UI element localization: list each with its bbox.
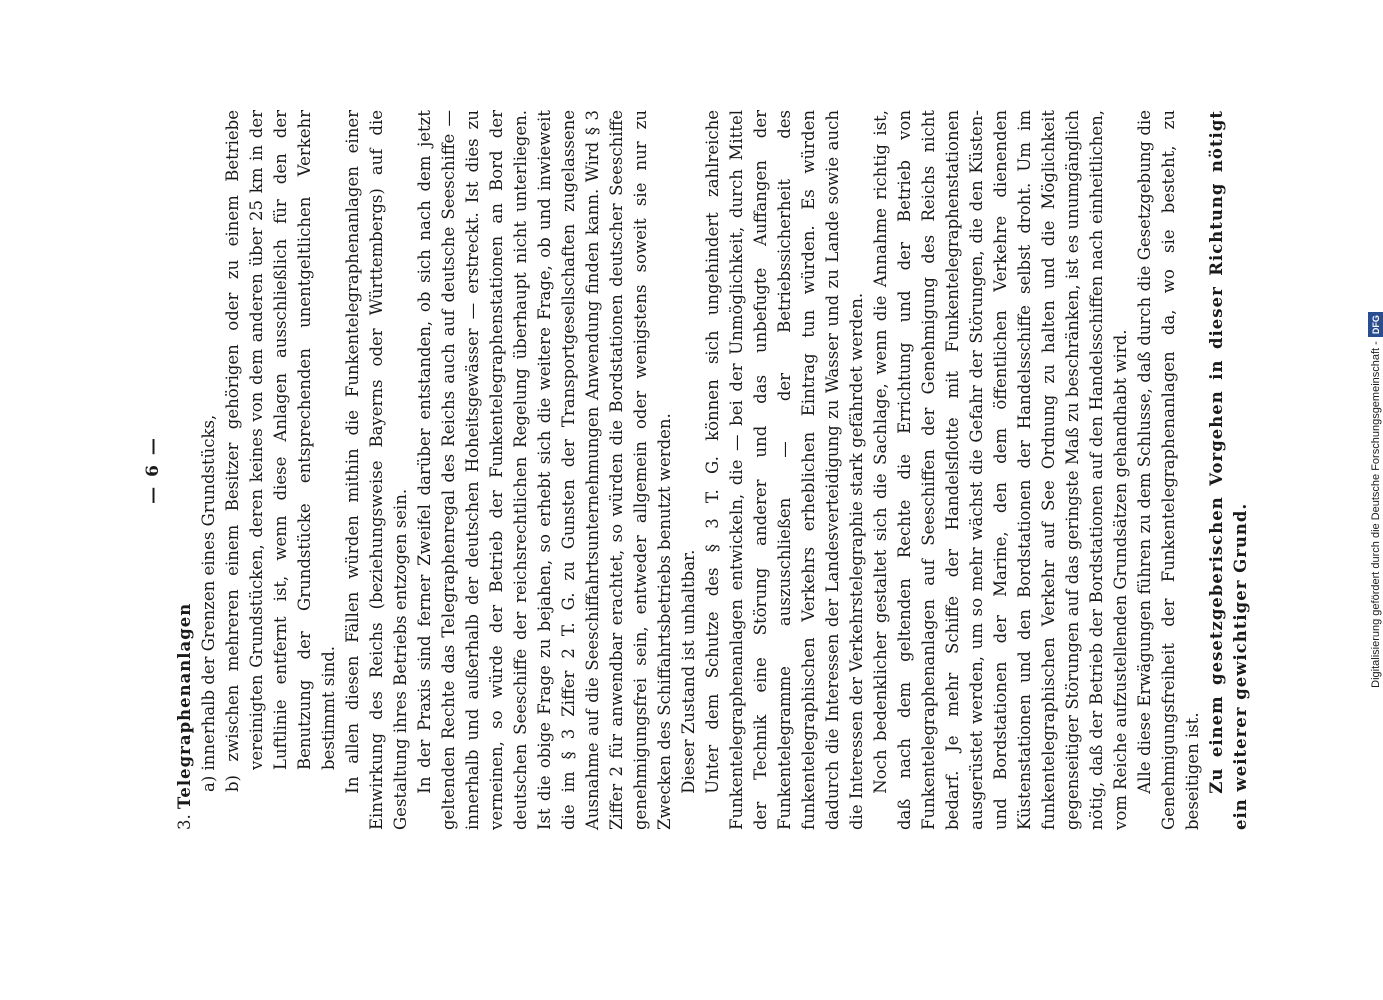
sub-item-b: b) zwischen mehreren einem Besitzer gehörigen oder zu einem Betriebe vereinigten Grundstücken, deren keines von dem anderen über 25 km in der Luftlinie entfernt ist, wenn diese Anlagen ausschließlich für den der Benutzung der Grundstücke entsprechenden unentgeltlichen Verkehr bestimmt sind. — [223, 110, 338, 792]
caption-text: Digitalisierung gefördert durch die Deutsche Forschungsgemeinschaft - — [1370, 341, 1382, 688]
paragraph: Unter dem Schutze des § 3 T. G. können sich ungehindert zahlreiche Funkentelegraphenanlagen entwickeln, die — bei der Unmöglichkeit, durch Mittel der Technik eine Störung anderer und das unbefugte Auffangen der Funkentelegramme auszuschließen — der Betriebssicherheit des funkentelegraphischen Verkehrs erheblichen Eintrag tun würden. Es würden dadurch die Interessen der Landesverteidigung zu Wasser und zu Lande sowie auch die Interessen der Verkehrstelegraphie stark gefährdet werden. — [703, 110, 866, 830]
dfg-caption — [1368, 0, 1383, 1000]
document-page — [135, 110, 1255, 830]
paragraph: Zu einem gesetzgeberischen Vorgehen in dieser Richtung nötigt ein weiterer gewichtiger Grund. — [1207, 110, 1250, 830]
paragraph: Alle diese Erwägungen führen zu dem Schlusse, daß durch die Gesetzgebung die Genehmigungsfreiheit der Funkentelegraphenanlagen da, wo sie besteht, zu beseitigen ist. — [1135, 110, 1202, 830]
sub-item-a: a) innerhalb der Grenzen eines Grundstücks, — [199, 414, 218, 792]
item-number: 3. — [175, 814, 194, 830]
paragraph: In allen diesen Fällen würden mithin die Funkentelegraphenanlagen einer Einwirkung des Reichs (beziehungsweise Bayerns oder Württembergs) auf die Gestaltung ihres Betriebs entzogen sein. — [343, 110, 410, 830]
list-item-3 — [173, 110, 197, 830]
paragraph: Dieser Zustand ist unhaltbar. — [679, 549, 698, 794]
page-number: — 6 — — [143, 436, 163, 504]
item-heading: Telegraphenanlagen — [175, 602, 194, 809]
paragraph: Noch bedenklicher gestaltet sich die Sachlage, wenn die Annahme richtig ist, daß nach dem geltenden Rechte die Errichtung und der Betrieb von Funkentelegraphenanlagen auf Seeschiffen der Genehmigung des Reichs nicht bedarf. Je mehr Schiffe der Handelsflotte mit Funkentelegraphenstationen ausgerüstet werden, um so mehr wächst die Gefahr der Störungen, die den Küsten- und Bordstationen der Marine, den dem öffentlichen Verkehre dienenden Küstenstationen und den Bordstationen der Handelsschiffe selbst droht. Um im funkentelegraphischen Verkehr auf See Ordnung zu halten und die Möglichkeit gegenseitiger Störungen auf das geringste Maß zu beschränken, ist es unumgänglich nötig, daß der Betrieb der Bordstationen auf den Handelsschiffen nach einheitlichen, vom Reiche aufzustellenden Grundsätzen gehandhabt wird. — [871, 110, 1130, 830]
paragraph: In der Praxis sind ferner Zweifel darüber entstanden, ob sich nach dem jetzt geltenden Rechte das Telegraphenregal des Reichs auch auf deutsche Seeschiffe — innerhalb und außerhalb der deutschen Hoheitsgewässer — erstreckt. Ist dies zu verneinen, so würde der Betrieb der Funkentelegraphenstationen an Bord der deutschen Seeschiffe der reichsrechtlichen Regelung überhaupt nicht unterliegen. Ist die obige Frage zu bejahen, so erhebt sich die weitere Frage, ob und inwieweit die im § 3 Ziffer 2 T. G. zu Gunsten der Transportgesellschaften zugelassene Ausnahme auf die Seeschiffahrtsunternehmungen Anwendung finden kann. Wird § 3 Ziffer 2 für anwendbar erachtet, so würden die Bordstationen deutscher Seeschiffe genehmigungsfrei sein, entweder allgemein oder wenigstens soweit sie nur zu Zwecken des Schiffahrtsbetriebs benutzt werden. — [415, 110, 674, 830]
dfg-logo: DFG — [1368, 312, 1383, 337]
